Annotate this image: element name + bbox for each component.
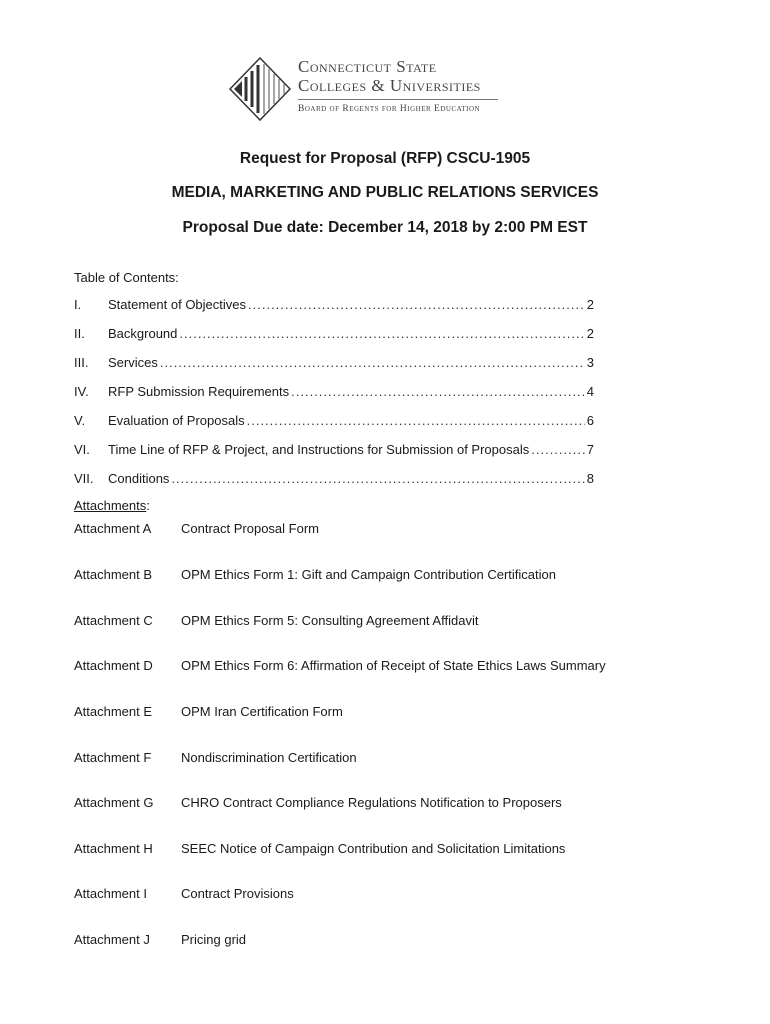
toc-leader-dots	[171, 471, 584, 486]
attachments-heading	[74, 498, 150, 513]
toc-heading: Table of Contents:	[74, 270, 179, 285]
toc-leader-dots	[531, 442, 585, 457]
toc-item-title: Statement of Objectives	[108, 297, 247, 312]
attachment-label: Attachment G	[74, 795, 154, 810]
toc-leader-dots	[179, 326, 584, 341]
toc-leader-dots	[248, 297, 585, 312]
toc-item-number: V.	[74, 413, 86, 428]
attachment-label: Attachment E	[74, 704, 153, 719]
toc-item-page: 3	[586, 355, 594, 370]
attachment-description: OPM Ethics Form 1: Gift and Campaign Contribution Certification	[181, 567, 556, 582]
toc-item-title: Services	[108, 355, 158, 370]
logo-line-3: Board of Regents for Higher Education	[298, 104, 481, 114]
toc-item	[74, 297, 594, 317]
logo-divider	[298, 99, 498, 100]
toc-item-number: IV.	[74, 384, 89, 399]
toc-item-title: Evaluation of Proposals	[108, 413, 245, 428]
attachment-description: SEEC Notice of Campaign Contribution and Solicitation Limitations	[181, 841, 566, 856]
attachment-label: Attachment H	[74, 841, 153, 856]
attachment-label: Attachment J	[74, 932, 150, 947]
toc-item	[74, 442, 594, 462]
toc-item-number: VI.	[74, 442, 90, 457]
attachment-label: Attachment I	[74, 886, 147, 901]
logo-line-1: Connecticut State	[298, 57, 437, 76]
toc-item-page: 2	[586, 326, 594, 341]
toc-item	[74, 326, 594, 346]
toc-leader-dots	[160, 355, 585, 370]
toc-item-page: 7	[586, 442, 594, 457]
attachment-label: Attachment F	[74, 750, 152, 765]
cscu-logo	[228, 56, 518, 122]
toc-item-page: 8	[586, 471, 594, 486]
attachment-description: OPM Ethics Form 6: Affirmation of Receipt of State Ethics Laws Summary	[181, 658, 606, 673]
attachment-label: Attachment A	[74, 521, 152, 536]
toc-item	[74, 471, 594, 491]
toc-item-number: II.	[74, 326, 85, 341]
toc-item	[74, 413, 594, 433]
toc-item	[74, 355, 594, 375]
attachment-description: OPM Iran Certification Form	[181, 704, 343, 719]
attachments-heading-colon: :	[146, 498, 150, 513]
toc-item-number: III.	[74, 355, 89, 370]
cscu-diamond-logo-icon	[228, 56, 292, 122]
toc-item-number: VII.	[74, 471, 94, 486]
logo-line-2: Colleges & Universities	[298, 76, 481, 95]
document-subtitle: MEDIA, MARKETING AND PUBLIC RELATIONS SERVICES	[171, 184, 599, 201]
attachment-description: Contract Provisions	[181, 886, 294, 901]
attachment-description: Pricing grid	[181, 932, 247, 947]
toc-item-page: 6	[586, 413, 594, 428]
toc-item-number: I.	[74, 297, 82, 312]
toc-item-title: Time Line of RFP & Project, and Instructions for Submission of Proposals	[108, 442, 530, 457]
attachment-label: Attachment C	[74, 613, 153, 628]
due-date: Proposal Due date: December 14, 2018 by 2:00 PM EST	[182, 219, 588, 236]
attachment-description: Contract Proposal Form	[181, 521, 319, 536]
attachment-description: OPM Ethics Form 5: Consulting Agreement Affidavit	[181, 613, 479, 628]
toc-item-title: Background	[108, 326, 178, 341]
attachments-heading-text: Attachments	[74, 498, 147, 513]
toc-leader-dots	[291, 384, 585, 399]
attachment-label: Attachment D	[74, 658, 153, 673]
toc-item-title: Conditions	[108, 471, 170, 486]
toc-item	[74, 384, 594, 404]
toc-item-title: RFP Submission Requirements	[108, 384, 290, 399]
toc-item-page: 4	[586, 384, 594, 399]
toc-leader-dots	[247, 413, 585, 428]
attachment-description: Nondiscrimination Certification	[181, 750, 357, 765]
attachment-label: Attachment B	[74, 567, 153, 582]
document-title: Request for Proposal (RFP) CSCU-1905	[239, 150, 531, 167]
toc-item-page: 2	[586, 297, 594, 312]
attachment-description: CHRO Contract Compliance Regulations Notification to Proposers	[181, 795, 562, 810]
